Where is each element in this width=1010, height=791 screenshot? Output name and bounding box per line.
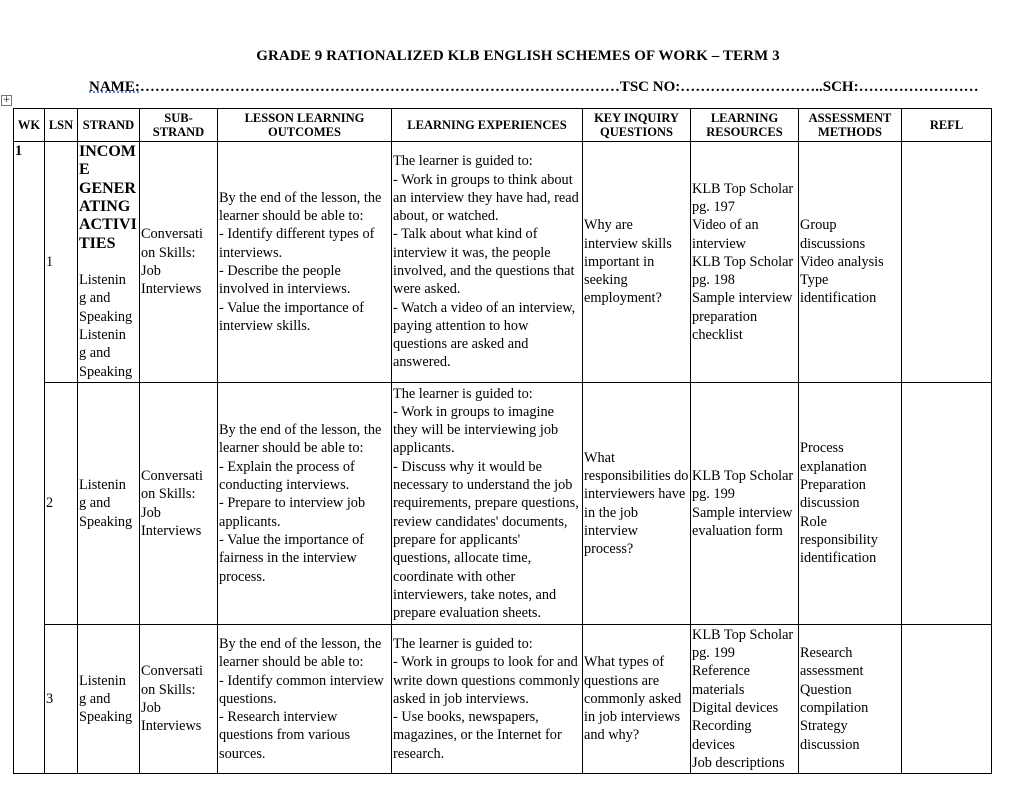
name-fill: ……………………………………………………………………………………TSC NO:………………………..SCH:…………………… (139, 79, 979, 95)
document-title: GRADE 9 RATIONALIZED KLB ENGLISH SCHEMES OF WORK – TERM 3 (256, 48, 780, 64)
schemes-of-work-table (13, 108, 992, 774)
questions-cell: What responsibilities do interviewers have in the job interview process? (583, 383, 691, 625)
lsn-cell: 2 (45, 383, 78, 625)
refl-cell[interactable] (902, 625, 992, 774)
header-wk: WK (14, 109, 45, 142)
assessment-cell: Research assessment Question compilation Strategy discussion (799, 625, 902, 774)
experiences-cell: The learner is guided to: - Work in groups to think about an interview they have had, read about, or watched. - Talk about what kind of interview it was, the people involved, and the questions that were asked. - Watch a video of an interview, paying attention to how questions are asked and answered. (392, 142, 583, 383)
header-sub-strand: SUB-STRAND (140, 109, 218, 142)
table-row (14, 625, 992, 774)
resources-cell: KLB Top Scholar pg. 199 Sample interview evaluation form (691, 383, 799, 625)
name-label: NAME: (89, 79, 140, 95)
sub-strand-cell: Conversati on Skills: Job Interviews (140, 383, 218, 625)
name-line (89, 79, 979, 96)
strand-cell: Listenin g and Speaking (78, 383, 140, 625)
table-row (14, 142, 992, 383)
header-strand: STRAND (78, 109, 140, 142)
sub-strand-cell: Conversati on Skills: Job Interviews (140, 142, 218, 383)
strand-cell (78, 142, 140, 383)
lsn-cell: 1 (45, 142, 78, 383)
header-resources: LEARNING RESOURCES (691, 109, 799, 142)
resources-cell: KLB Top Scholar pg. 197 Video of an interview KLB Top Scholar pg. 198 Sample interview preparation checklist (691, 142, 799, 383)
week-cell: 1 (14, 142, 45, 774)
header-row (14, 109, 992, 142)
experiences-cell: The learner is guided to: - Work in groups to look for and write down questions commonly asked in job interviews. - Use books, newspapers, magazines, or the Internet for research. (392, 625, 583, 774)
sub-strand-cell: Conversati on Skills: Job Interviews (140, 625, 218, 774)
lsn-cell: 3 (45, 625, 78, 774)
refl-cell[interactable] (902, 142, 992, 383)
strand-title: INCOM E GENER ATING ACTIVI TIES (79, 143, 137, 252)
refl-cell[interactable] (902, 383, 992, 625)
strand-cell: Listenin g and Speaking (78, 625, 140, 774)
header-refl: REFL (902, 109, 992, 142)
outcomes-cell: By the end of the lesson, the learner should be able to: - Identify common interview questions. - Research interview questions from various sources. (218, 625, 392, 774)
outcomes-cell: By the end of the lesson, the learner should be able to: - Identify different types of interviews. - Describe the people involved in interviews. - Value the importance of interview skills. (218, 142, 392, 383)
header-lsn: LSN (45, 109, 78, 142)
header-questions: KEY INQUIRY QUESTIONS (583, 109, 691, 142)
table-move-handle-icon[interactable]: + (2, 95, 11, 105)
strand-text: Listenin g and Speaking Listenin g and Speaking (79, 272, 133, 380)
questions-cell: What types of questions are commonly asked in job interviews and why? (583, 625, 691, 774)
header-assessment: ASSESSMENT METHODS (799, 109, 902, 142)
assessment-cell: Process explanation Preparation discussion Role responsibility identification (799, 383, 902, 625)
header-experiences: LEARNING EXPERIENCES (392, 109, 583, 142)
outcomes-cell: By the end of the lesson, the learner should be able to: - Explain the process of conducting interviews. - Prepare to interview job applicants. - Value the importance of fairness in the interview process. (218, 383, 392, 625)
table-row (14, 383, 992, 625)
resources-cell: KLB Top Scholar pg. 199 Reference materials Digital devices Recording devices Job descriptions (691, 625, 799, 774)
questions-cell: Why are interview skills important in seeking employment? (583, 142, 691, 383)
experiences-cell: The learner is guided to: - Work in groups to imagine they will be interviewing job applicants. - Discuss why it would be necessary to understand the job requirements, prepare questions, review candidates' documents, prepare for applicants' questions, allocate time, coordinate with other interviewers, take notes, and prepare evaluation sheets. (392, 383, 583, 625)
assessment-cell: Group discussions Video analysis Type identification (799, 142, 902, 383)
header-outcomes: LESSON LEARNING OUTCOMES (218, 109, 392, 142)
